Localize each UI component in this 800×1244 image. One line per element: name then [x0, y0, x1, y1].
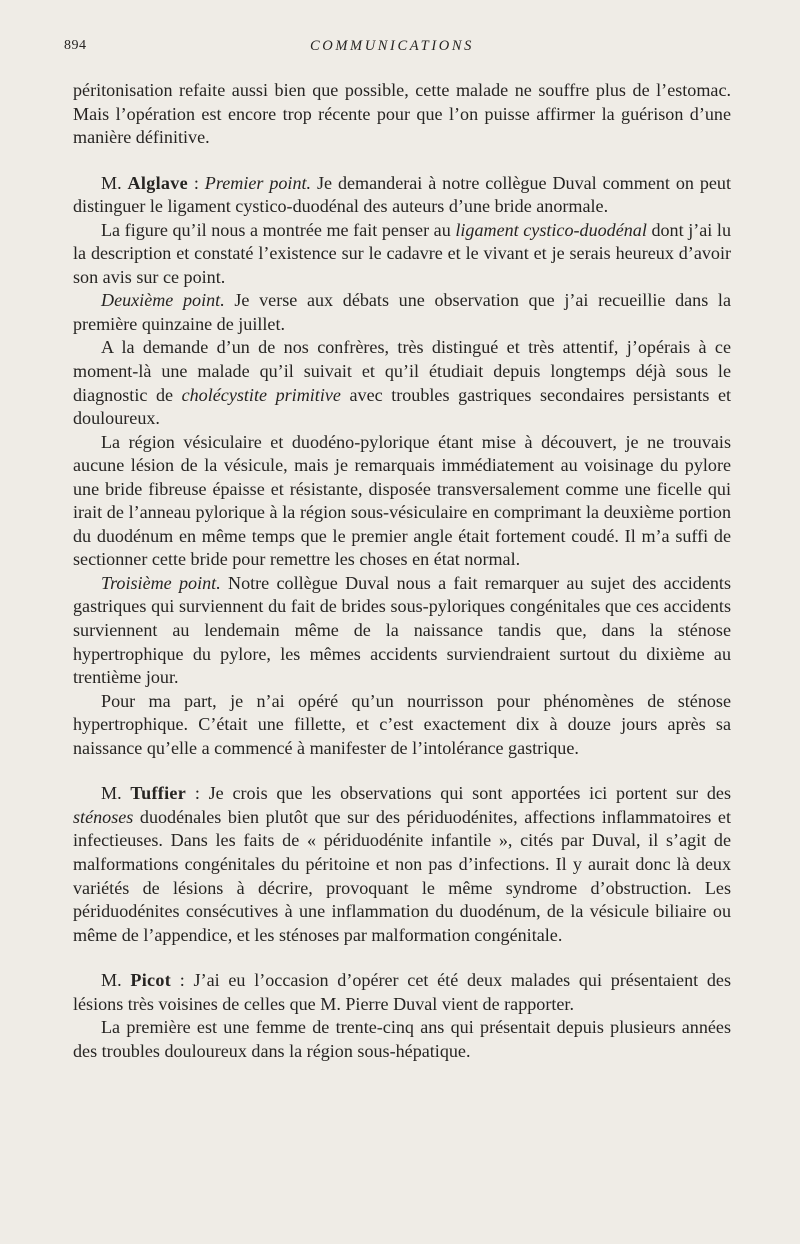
body-text: [73, 79, 731, 1063]
text-run: Je verse aux débats une observation que j’ai recueillie dans la première quinzaine de juillet.: [73, 290, 731, 334]
paragraph-1: péritonisation refaite aussi bien que possible, cette malade ne souffre plus de l’estomac. Mais l’opération est encore trop récente pour que l’on puisse affirmer la guérison d’une manière définitive.: [73, 80, 731, 148]
speaker-name: Picot: [130, 970, 172, 991]
page-number: 894: [64, 38, 87, 53]
speaker-prefix: M.: [101, 172, 128, 193]
text-run: La figure qu’il nous a montrée me fait penser au: [101, 219, 456, 240]
speaker-name: Alglave: [127, 172, 188, 193]
italic-point-label: Premier point.: [204, 172, 312, 193]
italic-term: sténoses: [73, 806, 134, 827]
text-run: Notre collègue Duval nous a fait remarquer au sujet des accidents gastriques qui surviennent du fait de brides sous-pyloriques congénitales que ces accidents surviennent au lendemain même de la naissance tandis que, dans la sténose hypertrophique du pylore, les mêmes accidents surviendraient surtout du dixième au trentième jour.: [73, 572, 731, 688]
paragraph-3: [73, 219, 731, 290]
speaker-name: Tuffier: [130, 783, 187, 804]
paragraph-2: [73, 172, 731, 219]
paragraph-11: La première est une femme de trente-cinq ans qui présentait depuis plusieurs années des troubles douloureux dans la région sous-hépatique.: [73, 1017, 731, 1061]
text-run: dont j’ai lu la description et constaté l’existence sur le cadavre et le vivant et je serais heureux d’avoir son avis sur ce point.: [73, 219, 731, 287]
text-run: A la demande d’un de nos confrères, très distingué et très attentif, j’opérais à ce moment-là une malade qu’il suivait et qu’il étudiait depuis longtemps déjà sous le diagnostic de: [73, 337, 731, 405]
text-run: avec troubles gastriques secondaires persistants et douloureux.: [73, 384, 732, 429]
page-header: [64, 38, 720, 60]
speaker-prefix: M.: [101, 783, 131, 804]
paragraph-4: [73, 289, 731, 336]
running-title: COMMUNICATIONS: [310, 38, 474, 54]
paragraph-9: [73, 782, 731, 947]
speaker-prefix: M.: [101, 970, 131, 991]
paragraph-10: [73, 969, 731, 1016]
italic-term: cholécystite primitive: [181, 384, 341, 405]
text-run: Je demanderai à notre collègue Duval comment on peut distinguer le ligament cystico-duodénal des auteurs d’une bride anormale.: [73, 172, 731, 217]
italic-term: ligament cystico-duodénal: [455, 219, 647, 240]
text-run: : Je crois que les observations qui sont apportées ici portent sur des: [186, 783, 732, 804]
text-run: :: [187, 172, 205, 193]
italic-point-label: Troisième point.: [101, 572, 221, 593]
paragraph-6: La région vésiculaire et duodéno-pylorique étant mise à découvert, je ne trouvais aucune lésion de la vésicule, mais je remarquais immédiatement au voisinage du pylore une bride fibreuse épaisse et résistante, disposée transversalement comme une ficelle qui irait de l’anneau pylorique à la région sous-vésiculaire en comprimant la deuxième portion du duodénum en même temps que le premier angle était fortement coudé. Il m’a suffi de sectionner cette bride pour remettre les choses en état normal.: [73, 431, 731, 570]
text-run: duodénales bien plutôt que sur des périduodénites, affections inflammatoires et infectieuses. Dans les faits de « périduodénite infantile », cités par Duval, il s’agit de malformations congénitales du péritoine et non pas d’infections. Il y aurait donc là deux variétés de lésions à décrire, provoquant le même syndrome d’obstruction. Les périduodénites consécutives à une inflammation du duodénum, de la vésicule biliaire ou même de l’appendice, et les sténoses par malformation congénitale.: [73, 806, 731, 945]
italic-point-label: Deuxième point.: [101, 290, 225, 311]
paragraph-8: Pour ma part, je n’ai opéré qu’un nourrisson pour phénomènes de sténose hypertrophique. C’était une fillette, et c’est exactement dix à douze jours après sa naissance qu’elle a commencé à manifester de l’intolérance gastrique.: [73, 690, 731, 758]
text-run: : J’ai eu l’occasion d’opérer cet été deux malades qui présentaient des lésions très voisines de celles que M. Pierre Duval vient de rapporter.: [73, 970, 731, 1014]
paragraph-5: [73, 336, 731, 430]
paragraph-7: [73, 572, 731, 690]
